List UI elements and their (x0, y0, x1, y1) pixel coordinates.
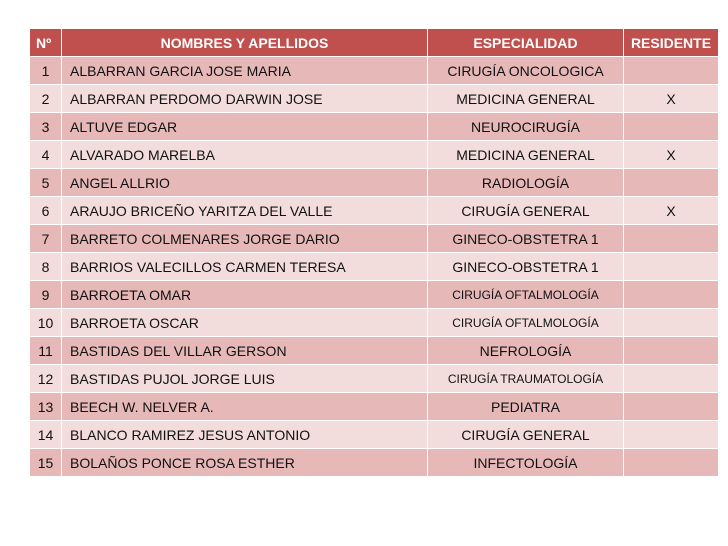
row-number: 7 (30, 225, 62, 253)
row-name: BARROETA OMAR (62, 281, 428, 309)
row-resident (624, 113, 719, 141)
row-name: BARRIOS VALECILLOS CARMEN TERESA (62, 253, 428, 281)
row-resident: X (624, 141, 719, 169)
row-number: 13 (30, 393, 62, 421)
table-row (30, 337, 719, 365)
row-name: ALTUVE EDGAR (62, 113, 428, 141)
table-row (30, 421, 719, 449)
row-name: BOLAÑOS PONCE ROSA ESTHER (62, 449, 428, 477)
row-resident: X (624, 197, 719, 225)
row-specialty: NEUROCIRUGÍA (428, 113, 624, 141)
row-number: 9 (30, 281, 62, 309)
row-number: 14 (30, 421, 62, 449)
table-row (30, 225, 719, 253)
row-specialty: CIRUGÍA TRAUMATOLOGÍA (428, 365, 624, 393)
header-name: NOMBRES Y APELLIDOS (62, 29, 428, 57)
row-number: 3 (30, 113, 62, 141)
table-row (30, 197, 719, 225)
table-row (30, 141, 719, 169)
header-number: Nº (30, 29, 62, 57)
row-number: 6 (30, 197, 62, 225)
row-specialty: MEDICINA GENERAL (428, 141, 624, 169)
row-resident (624, 281, 719, 309)
row-name: ALBARRAN GARCIA JOSE MARIA (62, 57, 428, 85)
row-resident (624, 309, 719, 337)
table-row (30, 57, 719, 85)
row-specialty: CIRUGÍA OFTALMOLOGÍA (428, 281, 624, 309)
row-resident: X (624, 85, 719, 113)
row-resident (624, 393, 719, 421)
row-name: BARROETA OSCAR (62, 309, 428, 337)
row-name: BEECH W. NELVER A. (62, 393, 428, 421)
row-number: 12 (30, 365, 62, 393)
row-specialty: CIRUGÍA GENERAL (428, 421, 624, 449)
row-number: 8 (30, 253, 62, 281)
row-specialty: GINECO-OBSTETRA 1 (428, 225, 624, 253)
table-header-row (30, 29, 719, 57)
row-number: 11 (30, 337, 62, 365)
header-resident: RESIDENTE (624, 29, 719, 57)
table-row (30, 309, 719, 337)
row-name: ALBARRAN PERDOMO DARWIN JOSE (62, 85, 428, 113)
row-resident (624, 421, 719, 449)
row-resident (624, 337, 719, 365)
row-specialty: CIRUGÍA GENERAL (428, 197, 624, 225)
row-number: 4 (30, 141, 62, 169)
row-specialty: CIRUGÍA OFTALMOLOGÍA (428, 309, 624, 337)
table-row (30, 113, 719, 141)
row-resident (624, 365, 719, 393)
table-row (30, 281, 719, 309)
row-number: 15 (30, 449, 62, 477)
row-specialty: RADIOLOGÍA (428, 169, 624, 197)
row-number: 5 (30, 169, 62, 197)
row-name: BASTIDAS DEL VILLAR GERSON (62, 337, 428, 365)
row-number: 10 (30, 309, 62, 337)
row-specialty: INFECTOLOGÍA (428, 449, 624, 477)
row-name: ALVARADO MARELBA (62, 141, 428, 169)
table-row (30, 253, 719, 281)
row-resident (624, 169, 719, 197)
row-name: BLANCO RAMIREZ JESUS ANTONIO (62, 421, 428, 449)
header-specialty: ESPECIALIDAD (428, 29, 624, 57)
table-row (30, 169, 719, 197)
row-resident (624, 57, 719, 85)
row-name: BARRETO COLMENARES JORGE DARIO (62, 225, 428, 253)
row-specialty: PEDIATRA (428, 393, 624, 421)
table-row (30, 393, 719, 421)
row-specialty: GINECO-OBSTETRA 1 (428, 253, 624, 281)
row-resident (624, 449, 719, 477)
physicians-table (29, 28, 719, 477)
row-name: ANGEL ALLRIO (62, 169, 428, 197)
row-specialty: CIRUGÍA ONCOLOGICA (428, 57, 624, 85)
row-specialty: NEFROLOGÍA (428, 337, 624, 365)
row-number: 2 (30, 85, 62, 113)
table-row (30, 449, 719, 477)
row-resident (624, 225, 719, 253)
row-name: BASTIDAS PUJOL JORGE LUIS (62, 365, 428, 393)
row-name: ARAUJO BRICEÑO YARITZA DEL VALLE (62, 197, 428, 225)
table-row (30, 85, 719, 113)
table-row (30, 365, 719, 393)
row-resident (624, 253, 719, 281)
row-number: 1 (30, 57, 62, 85)
row-specialty: MEDICINA GENERAL (428, 85, 624, 113)
